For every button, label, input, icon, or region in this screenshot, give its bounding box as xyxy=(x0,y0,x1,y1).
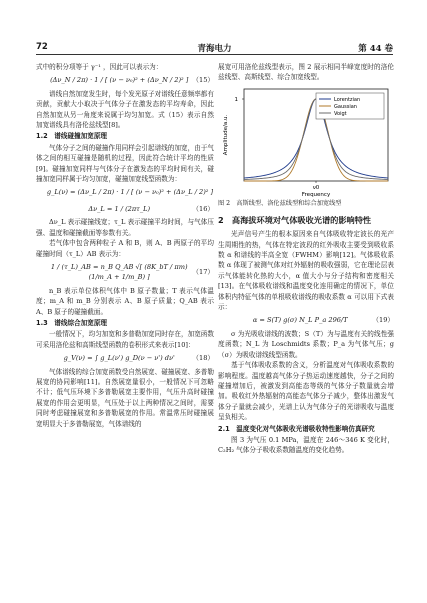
x-axis-label: Frequency xyxy=(301,191,331,197)
paragraph: 谱线自然加宽发生时，每个发光原子对谱线任意频率都有贡献，贡献大小取决于气体分子在激发态的平均寿命，因此自然加宽从另一角度来说属于均匀加宽。式（15）表示自然加宽谱线具有洛伦兹线型[8]。 xyxy=(36,89,214,130)
section-heading: 1.2 谱线碰撞加宽原理 xyxy=(36,132,108,141)
equation-19 xyxy=(218,312,394,328)
volume-label: 第 44 卷 xyxy=(358,44,393,54)
equation-16b xyxy=(36,201,214,217)
section-heading: 2.1 温度变化对气体吸收光谱吸收特性影响仿真研究 xyxy=(218,424,375,433)
left-column xyxy=(36,62,214,429)
equation-number: （16） xyxy=(192,204,214,213)
paragraph: 若气体中包含两种粒子 A 和 B，则 A、B 两原子的平均碰撞时间（τ_L）AB 表示为： xyxy=(36,239,214,258)
paragraph: 图 3 为气压 0.1 MPa，温度在 246～346 K 变化时，C₂H₂ 气体分子吸收系数随温度的变化趋势。 xyxy=(218,435,394,455)
equation-body: (Δν_N / 2π) · 1 / [ (ν − ν₀)² + (Δν_N / 2)² ] xyxy=(50,76,189,85)
paragraph: 展宽可用洛伦兹线型表示，图 2 展示相同半峰宽度时的洛伦兹线型、高斯线型、综合加宽线型。 xyxy=(218,63,394,82)
equation-body: α = S(T) g(σ) N_L P_a 296/T xyxy=(252,316,348,325)
equation-17 xyxy=(36,259,214,286)
running-header xyxy=(36,40,393,55)
paragraph: 光声信号产生的根本原因来自气体吸收特定波长的光产生周期性的热，气体在特定波段的红外吸收主要受到吸收系数 α 和谱线的半高全宽（FWHM）影响[12]。气体吸收系数 α 体现了被测气体对红外辐射的吸收强弱，它在理论层表示气体能转化热的大小，α 值大小与分子结构和密度相关[13]。在气体吸收谱线和温度变化连用确定的情况下，单位体积内特征气体的单根吸收谱线的吸收系数 α 可以用下式表示： xyxy=(218,230,394,312)
section-heading: 1.3 谱线综合加宽原理 xyxy=(36,318,108,327)
figure-caption: 图 2 高斯线型、洛伦兹线型和综合加宽线型 xyxy=(218,199,342,207)
line-profile-plot xyxy=(218,85,394,197)
equation-body: g_V(ν) = ∫ g_L(ν') g_D(ν − ν') dν' xyxy=(63,354,175,363)
legend-label-gaussian: Gaussian xyxy=(334,103,357,110)
legend-label-lorentzian: Lorentzian xyxy=(334,96,361,103)
section-heading: 2 高海拔环境对气体吸收光谱的影响特性 xyxy=(218,215,372,226)
page-number: 72 xyxy=(36,42,48,52)
y-tick-label: 1 xyxy=(234,96,238,103)
legend-label-voigt: Voigt xyxy=(334,110,347,117)
equation-body: Δν_L = 1 / (2πτ_L) xyxy=(88,204,151,213)
equation-body: g_L(ν) = (Δν_L / 2π) · 1 / [ (ν − ν₀)² + (Δν_L / 2)² ] xyxy=(46,188,214,197)
legend xyxy=(316,93,384,119)
paragraph: σ 为光吸收谱线的波数；S（T）为与温度有关的线性强度函数；N_L 为 Loschmidts 系数；P_a 为气体气压；g（σ）为吸收谱线线型函数。 xyxy=(218,329,394,359)
equation-number: （17） xyxy=(192,268,214,277)
paragraph: 气体谱线的综合加宽函数受自然展宽、碰撞展宽、多普勒展宽的协同影响[11]。自然展宽量很小，一般情况下可忽略不计；低气压环境下多普勒展宽主要作用，气压升高时碰撞展宽的作用会更明显，气压处于以上两种情况之间时，需要同时考虑碰撞展宽和多普勒展宽的作用。常温常压时碰撞展宽明显大于多普勒展宽，气体谱线的 xyxy=(36,367,214,428)
paragraph: 基于气体吸收系数的含义，分析温度对气体吸收系数的影响程度。温度越高气体分子热运动速度越快，分子之间的碰撞增加后，被激发到高能态等级的气体分子数量就会增加。吸收红外热辐射的高能态气体分子减少，整体出激发气体分子量就会减少，光谱上认为气体分子的光谱吸收与温度呈负相关。 xyxy=(218,361,394,422)
paragraph: 式中的积分项等于 γ⁻¹ ，因此可以表示为： xyxy=(36,63,163,71)
paragraph: 一般情况下，均匀加宽和多普勒加宽同时存在，加宽函数可采用洛伦兹和高斯线型函数的卷积形式来表示[10]： xyxy=(36,330,214,349)
equation-body: 1 / (τ_L)_AB = n_B Q_AB √[ (8K_bT / πm)(1/m_A + 1/m_B) ] xyxy=(50,262,188,282)
x-tick-label: ν0 xyxy=(312,184,320,191)
figure-2 xyxy=(218,85,394,197)
y-axis-label: Amplitude/a.u. xyxy=(223,114,229,156)
equation-18 xyxy=(36,350,214,366)
equation-number: （18） xyxy=(192,354,214,363)
equation-15 xyxy=(36,72,214,88)
paragraph: 气体分子之间的碰撞作用同样会引起谱线的加宽，由于气体之间的相互碰撞是随机的过程，因此符合统计平均的性质[9]。碰撞加宽同样与气体分子在激发态的平均时间有关，碰撞加宽同样属于均匀加宽，碰撞加宽线型函数为： xyxy=(36,143,214,184)
paragraph: n_B 表示单位体积气体中 B 原子数量；T 表示气体温度；m_A 和 m_B 分别表示 A、B 原子质量；Q_AB 表示 A、B 原子的碰撞截面。 xyxy=(36,286,214,316)
journal-title: 青海电力 xyxy=(197,44,232,54)
equation-16a xyxy=(36,184,214,200)
right-column xyxy=(218,62,394,456)
equation-number: （19） xyxy=(372,316,394,325)
equation-number: （15） xyxy=(192,76,214,85)
paragraph: Δν_L 表示碰撞线宽；τ_L 表示碰撞平均时间，与气体压强、温度和碰撞截面等参数有关。 xyxy=(36,218,214,237)
